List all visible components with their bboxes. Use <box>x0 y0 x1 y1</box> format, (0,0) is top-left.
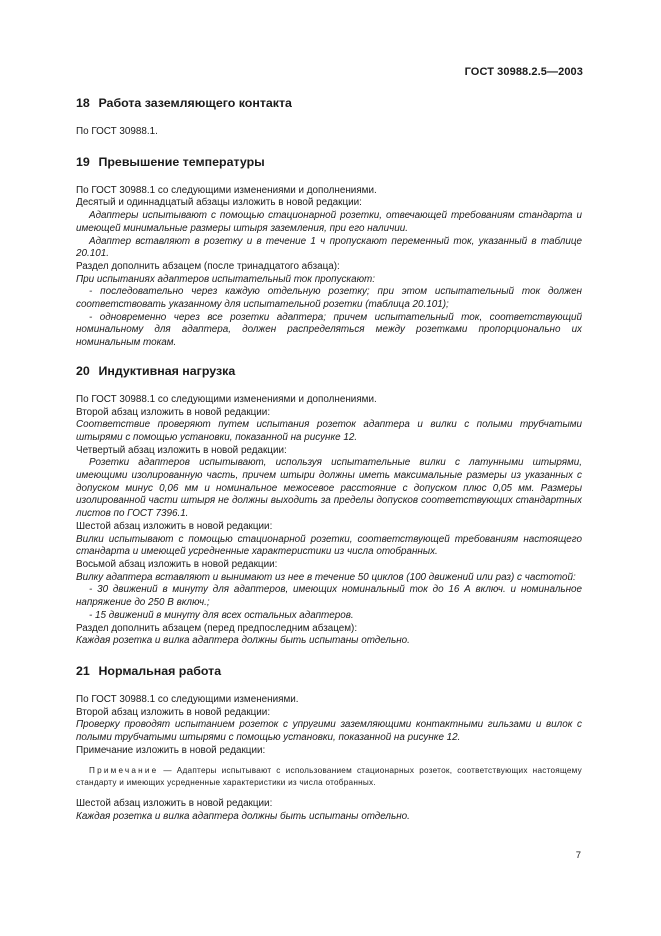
list-item: - одновременно через все розетки адаптера; причем испытательный ток, соответствующий номинальному для адаптера, должен распределяться между розетками пропорционально их номинальным токам. <box>76 311 582 349</box>
paragraph: По ГОСТ 30988.1 со следующими изменениями и дополнениями. <box>76 393 377 405</box>
list-item: - последовательно через каждую отдельную розетку; при этом испытательный ток должен соответствовать указанному для испытательной розетки (таблица 20.101); <box>76 286 582 311</box>
section-number: 20 <box>76 363 90 378</box>
paragraph-italic: Проверку проводят испытанием розеток с упругими заземляющими контактными гильзами и вилок с полыми трубчатыми штырями с помощью установки, показанной на рисунке 12. <box>76 719 582 744</box>
paragraph: Восьмой абзац изложить в новой редакции: <box>76 558 278 570</box>
paragraph: Шестой абзац изложить в новой редакции: <box>76 520 273 532</box>
section-title: Индуктивная нагрузка <box>98 363 236 378</box>
list-item: - 15 движений в минуту для всех остальных адаптеров. <box>89 609 354 621</box>
paragraph: Примечание изложить в новой редакции: <box>76 744 266 756</box>
paragraph: Четвертый абзац изложить в новой редакции: <box>76 444 287 456</box>
paragraph-italic: Адаптеры испытывают с помощью стационарной розетки, отвечающей требованиям стандарта и имеющей минимальные размеры штыря заземления, при его наличии. <box>76 210 582 234</box>
section-title: Нормальная работа <box>98 663 222 678</box>
paragraph-italic: Каждая розетка и вилка адаптера должны быть испытаны отдельно. <box>76 635 410 647</box>
paragraph: Второй абзац изложить в новой редакции: <box>76 706 271 718</box>
section-title: Превышение температуры <box>98 154 265 169</box>
paragraph-italic: Соответствие проверяют путем испытания розеток адаптера и вилки с полыми трубчатыми штырями с помощью установки, показанной на рисунке 12. <box>76 419 582 443</box>
paragraph: По ГОСТ 30988.1 со следующими изменениями и дополнениями. <box>76 184 377 196</box>
section-20-heading <box>76 364 582 378</box>
paragraph: Второй абзац изложить в новой редакции: <box>76 406 271 418</box>
paragraph-italic: При испытаниях адаптеров испытательный ток пропускают: <box>76 273 375 285</box>
note-text: — Адаптеры испытывают с использованием стационарных розеток, соответствующих настоящему стандарту и имеющих усредненные характеристики из числа отобранных. <box>76 766 582 787</box>
paragraph-italic: Вилку адаптера вставляют и вынимают из нее в течение 50 циклов (100 движений или раз) с частотой: <box>76 571 576 583</box>
section-number: 19 <box>76 154 90 169</box>
paragraph: По ГОСТ 30988.1 со следующими изменениями. <box>76 693 299 705</box>
section-title: Работа заземляющего контакта <box>98 96 292 110</box>
section-19-heading <box>76 155 582 169</box>
note-paragraph <box>76 765 582 787</box>
paragraph: Раздел дополнить абзацем (после тринадцатого абзаца): <box>76 260 340 272</box>
paragraph-italic: Розетки адаптеров испытывают, используя испытательные вилки с латунными штырями, имеющими изолированную часть, причем штыри должны иметь максимальные размеры из указанных с допуском минус 0,06 мм и номинальное межосевое расстояние с допуском плюс 0,05 мм. Размеры изолированной части штыря не должны выходить за пределы допусков соответствующих стандартных листов по ГОСТ 7396.1. <box>76 457 582 520</box>
document-code-header: ГОСТ 30988.2.5—2003 <box>464 66 583 78</box>
list-item: - 30 движений в минуту для адаптеров, имеющих номинальный ток до 16 А включ. и номинальное напряжение до 250 В включ.; <box>76 584 582 609</box>
paragraph-italic: Адаптер вставляют в розетку и в течение 1 ч пропускают переменный ток, указанный в таблице 20.101. <box>76 235 582 260</box>
section-21-heading <box>76 664 582 678</box>
paragraph-italic: Каждая розетка и вилка адаптера должны быть испытаны отдельно. <box>76 810 410 822</box>
paragraph: По ГОСТ 30988.1. <box>76 126 158 137</box>
paragraph: Раздел дополнить абзацем (перед предпоследним абзацем): <box>76 622 358 634</box>
note-label: Примечание <box>89 766 159 776</box>
page-number: 7 <box>575 850 581 861</box>
paragraph: Десятый и одиннадцатый абзацы изложить в новой редакции: <box>76 197 362 209</box>
section-number: 18 <box>76 96 90 110</box>
paragraph: Шестой абзац изложить в новой редакции: <box>76 797 273 809</box>
paragraph-italic: Вилки испытывают с помощью стационарной розетки, соответствующей требованиям настоящего стандарта и имеющей усредненные характеристики из числа отобранных. <box>76 533 582 558</box>
document-body <box>76 96 582 823</box>
section-number: 21 <box>76 663 90 678</box>
section-18-heading <box>76 96 582 110</box>
